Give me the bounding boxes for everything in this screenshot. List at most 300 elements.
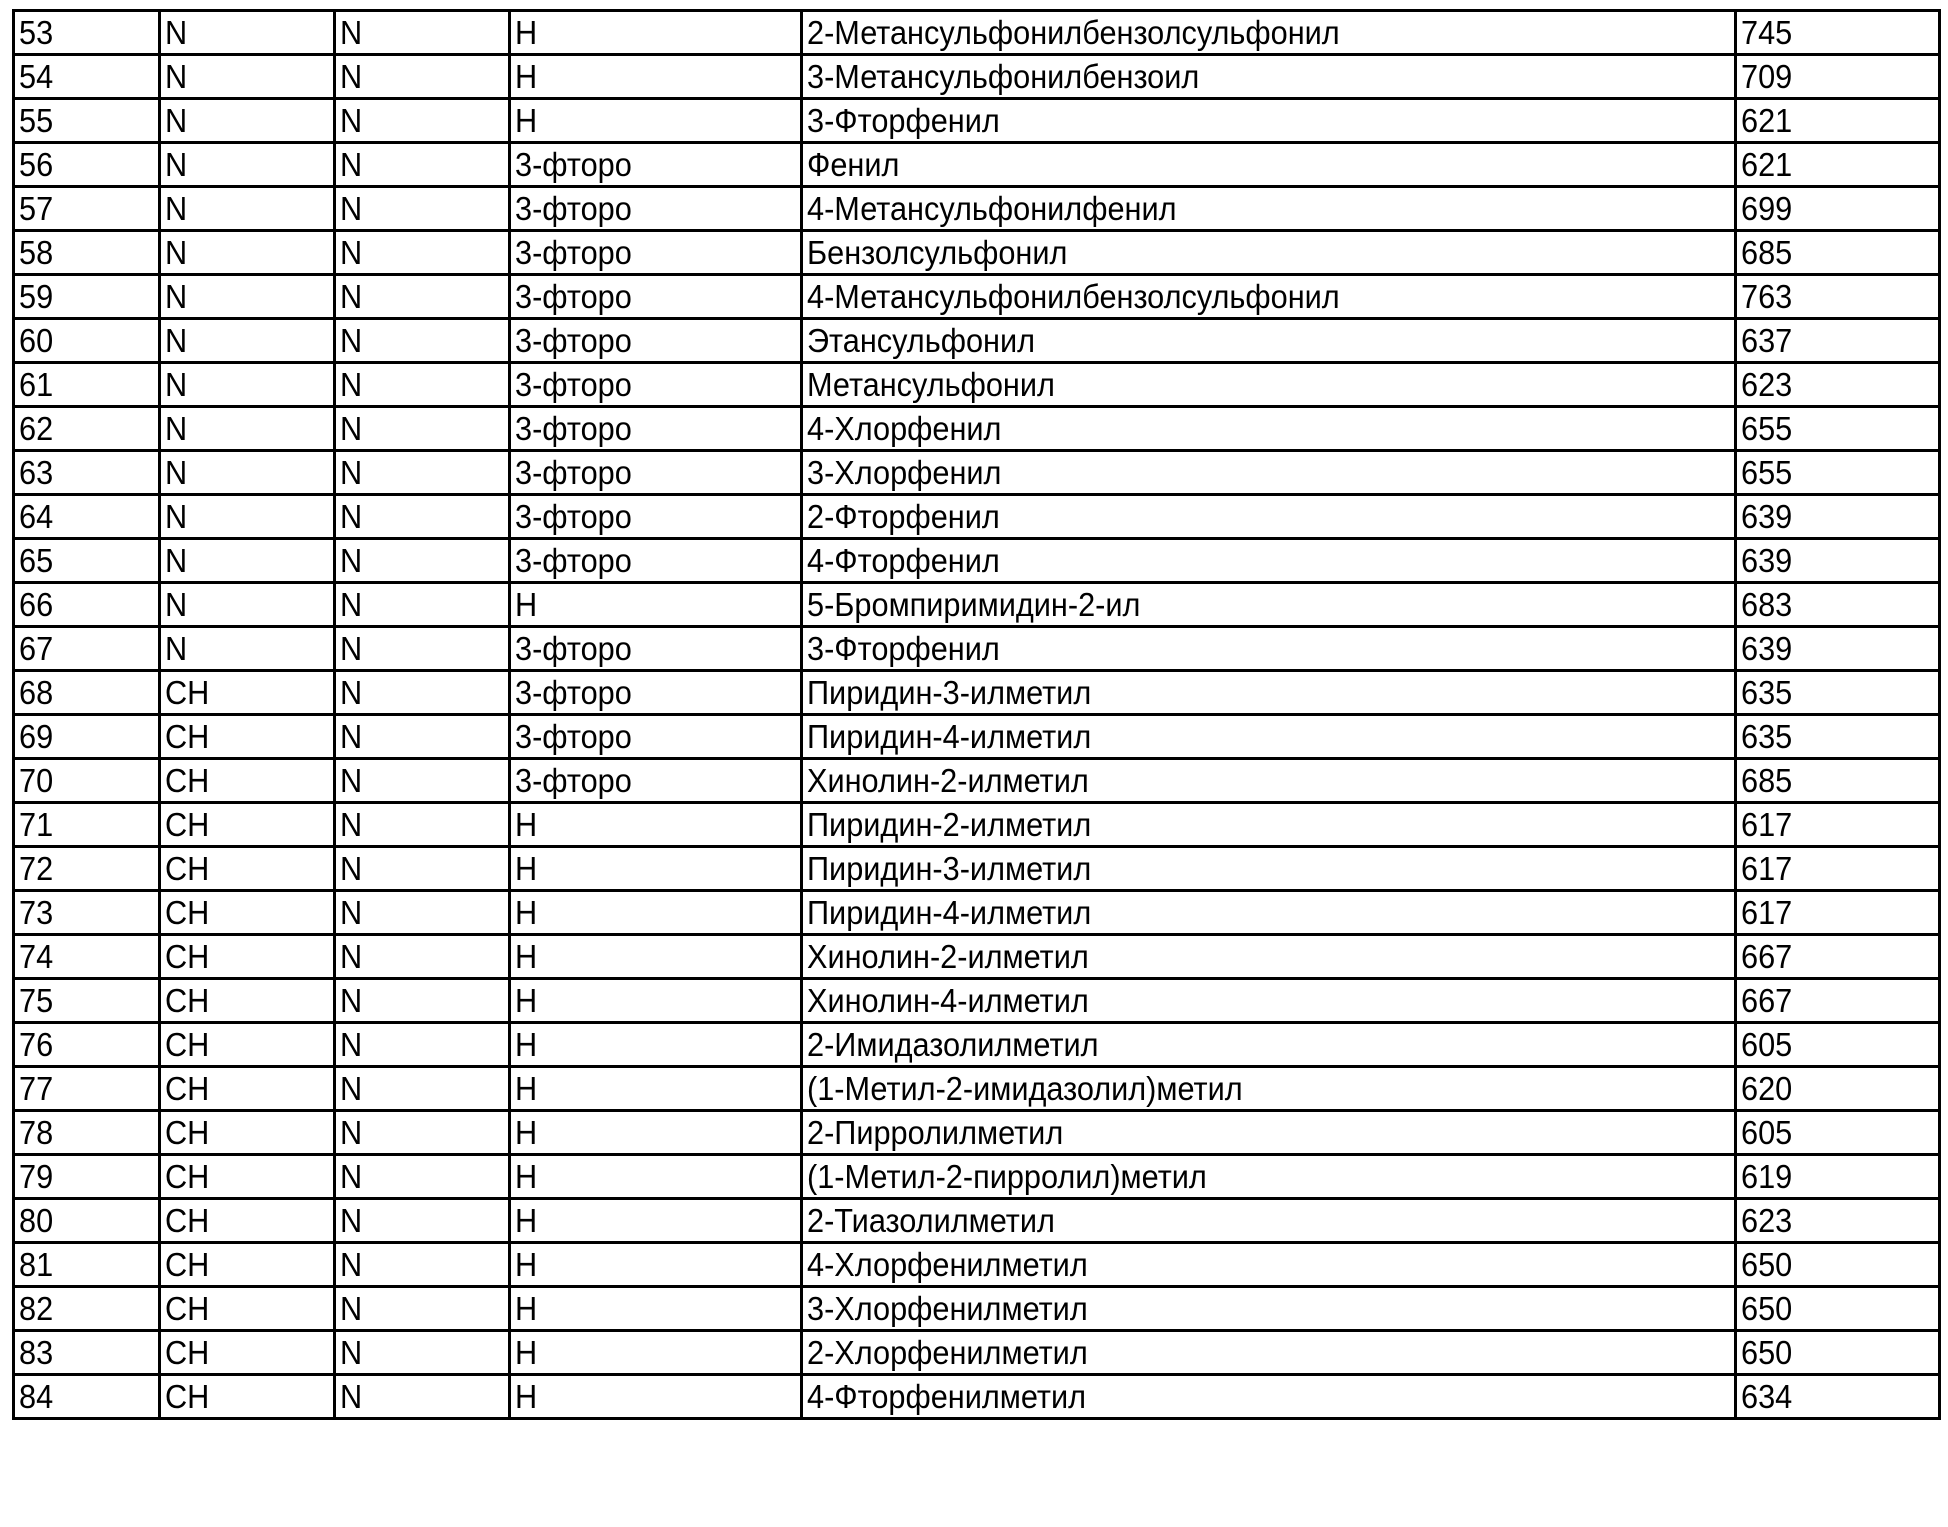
x1-text: CH bbox=[165, 1288, 209, 1329]
mass-value-text: 650 bbox=[1741, 1332, 1792, 1373]
mass-value-text: 650 bbox=[1741, 1244, 1792, 1285]
substituent-r1-cell bbox=[510, 847, 802, 891]
x2-cell bbox=[335, 275, 510, 319]
x1-text: N bbox=[165, 408, 187, 449]
substituent-r2-cell bbox=[802, 451, 1736, 495]
mass-value-text: 639 bbox=[1741, 628, 1792, 669]
compound-number-cell bbox=[14, 99, 160, 143]
x1-cell bbox=[160, 583, 335, 627]
substituent-r1-text: 3-фторо bbox=[515, 672, 632, 713]
mass-value-cell bbox=[1736, 759, 1940, 803]
substituent-r2-text: Пиридин-3-илметил bbox=[807, 848, 1091, 889]
x1-cell bbox=[160, 1111, 335, 1155]
substituent-r2-text: 3-Фторфенил bbox=[807, 100, 1000, 141]
x2-text: N bbox=[340, 1156, 362, 1197]
substituent-r1-cell bbox=[510, 495, 802, 539]
substituent-r2-text: Фенил bbox=[807, 144, 899, 185]
x2-text: N bbox=[340, 1244, 362, 1285]
table-row bbox=[14, 187, 1940, 231]
compound-number-cell bbox=[14, 1111, 160, 1155]
compound-number-cell bbox=[14, 1155, 160, 1199]
substituent-r2-text: Бензолсульфонил bbox=[807, 232, 1067, 273]
x2-cell bbox=[335, 1155, 510, 1199]
table-row bbox=[14, 407, 1940, 451]
compound-number-cell bbox=[14, 759, 160, 803]
table-row bbox=[14, 495, 1940, 539]
x2-cell bbox=[335, 55, 510, 99]
substituent-r2-cell bbox=[802, 979, 1736, 1023]
x1-cell bbox=[160, 803, 335, 847]
x2-text: N bbox=[340, 1112, 362, 1153]
compound-number-text: 70 bbox=[19, 760, 53, 801]
substituent-r2-cell bbox=[802, 1243, 1736, 1287]
x1-cell bbox=[160, 187, 335, 231]
x2-cell bbox=[335, 1199, 510, 1243]
mass-value-text: 667 bbox=[1741, 980, 1792, 1021]
x2-text: N bbox=[340, 584, 362, 625]
x2-cell bbox=[335, 319, 510, 363]
x1-cell bbox=[160, 539, 335, 583]
substituent-r2-cell bbox=[802, 847, 1736, 891]
compound-number-cell bbox=[14, 671, 160, 715]
substituent-r1-text: H bbox=[515, 980, 537, 1021]
compound-number-text: 72 bbox=[19, 848, 53, 889]
x1-text: CH bbox=[165, 848, 209, 889]
x2-cell bbox=[335, 979, 510, 1023]
x2-cell bbox=[335, 803, 510, 847]
substituent-r2-cell bbox=[802, 803, 1736, 847]
x2-cell bbox=[335, 143, 510, 187]
table-row bbox=[14, 935, 1940, 979]
x2-cell bbox=[335, 671, 510, 715]
x1-cell bbox=[160, 891, 335, 935]
x1-text: N bbox=[165, 232, 187, 273]
x1-text: N bbox=[165, 364, 187, 405]
x1-text: CH bbox=[165, 1200, 209, 1241]
substituent-r1-cell bbox=[510, 231, 802, 275]
compound-number-text: 83 bbox=[19, 1332, 53, 1373]
table-row bbox=[14, 803, 1940, 847]
x1-cell bbox=[160, 99, 335, 143]
x1-cell bbox=[160, 143, 335, 187]
compound-number-cell bbox=[14, 1199, 160, 1243]
x1-text: CH bbox=[165, 1332, 209, 1373]
x2-text: N bbox=[340, 980, 362, 1021]
compound-number-text: 57 bbox=[19, 188, 53, 229]
substituent-r1-text: 3-фторо bbox=[515, 364, 632, 405]
x2-cell bbox=[335, 1023, 510, 1067]
x2-text: N bbox=[340, 628, 362, 669]
mass-value-cell bbox=[1736, 847, 1940, 891]
x1-cell bbox=[160, 627, 335, 671]
mass-value-text: 623 bbox=[1741, 1200, 1792, 1241]
x1-cell bbox=[160, 1155, 335, 1199]
mass-value-text: 617 bbox=[1741, 892, 1792, 933]
mass-value-text: 619 bbox=[1741, 1156, 1792, 1197]
x1-text: N bbox=[165, 276, 187, 317]
x1-cell bbox=[160, 1331, 335, 1375]
x2-text: N bbox=[340, 848, 362, 889]
substituent-r1-cell bbox=[510, 1199, 802, 1243]
substituent-r2-cell bbox=[802, 1111, 1736, 1155]
substituent-r2-text: 4-Фторфенил bbox=[807, 540, 1000, 581]
substituent-r2-text: 4-Метансульфонилбензолсульфонил bbox=[807, 276, 1340, 317]
mass-value-cell bbox=[1736, 1155, 1940, 1199]
x1-cell bbox=[160, 11, 335, 55]
substituent-r1-cell bbox=[510, 1331, 802, 1375]
mass-value-text: 699 bbox=[1741, 188, 1792, 229]
x2-cell bbox=[335, 847, 510, 891]
substituent-r1-cell bbox=[510, 1243, 802, 1287]
mass-value-cell bbox=[1736, 1111, 1940, 1155]
x1-cell bbox=[160, 1243, 335, 1287]
mass-value-cell bbox=[1736, 1243, 1940, 1287]
table-row bbox=[14, 143, 1940, 187]
x1-cell bbox=[160, 1023, 335, 1067]
table-row bbox=[14, 583, 1940, 627]
x2-text: N bbox=[340, 1332, 362, 1373]
table-row bbox=[14, 1331, 1940, 1375]
substituent-r1-text: 3-фторо bbox=[515, 540, 632, 581]
x1-cell bbox=[160, 451, 335, 495]
x2-text: N bbox=[340, 232, 362, 273]
x1-text: CH bbox=[165, 936, 209, 977]
mass-value-cell bbox=[1736, 1023, 1940, 1067]
table-row bbox=[14, 759, 1940, 803]
substituent-r2-cell bbox=[802, 11, 1736, 55]
substituent-r2-cell bbox=[802, 495, 1736, 539]
compound-number-cell bbox=[14, 935, 160, 979]
substituent-r2-text: 2-Пирролилметил bbox=[807, 1112, 1063, 1153]
mass-value-cell bbox=[1736, 187, 1940, 231]
substituent-r2-text: 2-Хлорфенилметил bbox=[807, 1332, 1088, 1373]
x1-text: N bbox=[165, 100, 187, 141]
substituent-r2-text: 4-Хлорфенилметил bbox=[807, 1244, 1088, 1285]
substituent-r2-text: Метансульфонил bbox=[807, 364, 1055, 405]
substituent-r1-cell bbox=[510, 1375, 802, 1419]
substituent-r1-text: H bbox=[515, 12, 537, 53]
substituent-r2-text: (1-Метил-2-пирролил)метил bbox=[807, 1156, 1207, 1197]
substituent-r1-text: 3-фторо bbox=[515, 320, 632, 361]
compound-number-text: 61 bbox=[19, 364, 53, 405]
substituent-r1-cell bbox=[510, 275, 802, 319]
substituent-r2-text: 4-Метансульфонилфенил bbox=[807, 188, 1177, 229]
substituent-r2-cell bbox=[802, 1375, 1736, 1419]
x2-text: N bbox=[340, 364, 362, 405]
table-row bbox=[14, 1155, 1940, 1199]
compound-number-cell bbox=[14, 1023, 160, 1067]
mass-value-text: 605 bbox=[1741, 1024, 1792, 1065]
compound-number-cell bbox=[14, 407, 160, 451]
x1-text: N bbox=[165, 12, 187, 53]
table-row bbox=[14, 275, 1940, 319]
substituent-r2-text: Хинолин-2-илметил bbox=[807, 760, 1089, 801]
compound-number-cell bbox=[14, 231, 160, 275]
compound-number-cell bbox=[14, 275, 160, 319]
x2-text: N bbox=[340, 452, 362, 493]
mass-value-cell bbox=[1736, 143, 1940, 187]
table-row bbox=[14, 1243, 1940, 1287]
mass-value-text: 667 bbox=[1741, 936, 1792, 977]
mass-value-cell bbox=[1736, 891, 1940, 935]
x2-text: N bbox=[340, 408, 362, 449]
table-row bbox=[14, 99, 1940, 143]
x2-cell bbox=[335, 1243, 510, 1287]
compound-number-cell bbox=[14, 1067, 160, 1111]
compound-number-text: 64 bbox=[19, 496, 53, 537]
x1-cell bbox=[160, 319, 335, 363]
substituent-r1-cell bbox=[510, 11, 802, 55]
compound-number-text: 62 bbox=[19, 408, 53, 449]
mass-value-cell bbox=[1736, 275, 1940, 319]
compound-number-text: 55 bbox=[19, 100, 53, 141]
mass-value-text: 655 bbox=[1741, 408, 1792, 449]
compound-number-text: 75 bbox=[19, 980, 53, 1021]
substituent-r1-cell bbox=[510, 55, 802, 99]
x2-text: N bbox=[340, 1068, 362, 1109]
compound-number-text: 79 bbox=[19, 1156, 53, 1197]
x1-text: CH bbox=[165, 1156, 209, 1197]
mass-value-text: 685 bbox=[1741, 760, 1792, 801]
mass-value-cell bbox=[1736, 935, 1940, 979]
substituent-r2-text: 3-Фторфенил bbox=[807, 628, 1000, 669]
table-row bbox=[14, 319, 1940, 363]
x2-cell bbox=[335, 759, 510, 803]
compound-number-cell bbox=[14, 1243, 160, 1287]
substituent-r2-cell bbox=[802, 319, 1736, 363]
x1-cell bbox=[160, 231, 335, 275]
x2-text: N bbox=[340, 716, 362, 757]
substituent-r2-cell bbox=[802, 1287, 1736, 1331]
x2-text: N bbox=[340, 276, 362, 317]
table-row bbox=[14, 363, 1940, 407]
mass-value-text: 635 bbox=[1741, 716, 1792, 757]
substituent-r1-text: H bbox=[515, 936, 537, 977]
mass-value-text: 605 bbox=[1741, 1112, 1792, 1153]
substituent-r1-cell bbox=[510, 979, 802, 1023]
x2-text: N bbox=[340, 100, 362, 141]
x2-cell bbox=[335, 451, 510, 495]
substituent-r2-cell bbox=[802, 143, 1736, 187]
mass-value-text: 621 bbox=[1741, 100, 1792, 141]
x2-cell bbox=[335, 495, 510, 539]
mass-value-text: 623 bbox=[1741, 364, 1792, 405]
x1-text: CH bbox=[165, 1112, 209, 1153]
x1-cell bbox=[160, 759, 335, 803]
x2-text: N bbox=[340, 1376, 362, 1417]
x2-cell bbox=[335, 715, 510, 759]
x2-cell bbox=[335, 1331, 510, 1375]
table-row bbox=[14, 627, 1940, 671]
x2-cell bbox=[335, 539, 510, 583]
mass-value-cell bbox=[1736, 319, 1940, 363]
x2-cell bbox=[335, 1067, 510, 1111]
mass-value-text: 621 bbox=[1741, 144, 1792, 185]
substituent-r2-text: Пиридин-3-илметил bbox=[807, 672, 1091, 713]
x2-cell bbox=[335, 99, 510, 143]
mass-value-text: 637 bbox=[1741, 320, 1792, 361]
x1-cell bbox=[160, 275, 335, 319]
table-row bbox=[14, 979, 1940, 1023]
substituent-r2-text: 4-Хлорфенил bbox=[807, 408, 1001, 449]
substituent-r1-text: H bbox=[515, 848, 537, 889]
table-row bbox=[14, 1067, 1940, 1111]
substituent-r1-text: 3-фторо bbox=[515, 232, 632, 273]
mass-value-cell bbox=[1736, 55, 1940, 99]
substituent-r1-text: H bbox=[515, 1376, 537, 1417]
compound-number-text: 84 bbox=[19, 1376, 53, 1417]
compound-number-text: 53 bbox=[19, 12, 53, 53]
substituent-r1-cell bbox=[510, 1067, 802, 1111]
table-row bbox=[14, 891, 1940, 935]
substituent-r1-cell bbox=[510, 407, 802, 451]
substituent-r2-cell bbox=[802, 759, 1736, 803]
substituent-r2-text: 4-Фторфенилметил bbox=[807, 1376, 1086, 1417]
x1-text: N bbox=[165, 628, 187, 669]
x2-cell bbox=[335, 407, 510, 451]
substituent-r1-text: H bbox=[515, 100, 537, 141]
compound-number-text: 76 bbox=[19, 1024, 53, 1065]
x1-text: N bbox=[165, 56, 187, 97]
x2-cell bbox=[335, 1111, 510, 1155]
compound-number-cell bbox=[14, 187, 160, 231]
table-row bbox=[14, 1111, 1940, 1155]
substituent-r1-cell bbox=[510, 759, 802, 803]
substituent-r1-text: 3-фторо bbox=[515, 188, 632, 229]
substituent-r1-text: H bbox=[515, 56, 537, 97]
substituent-r1-cell bbox=[510, 1287, 802, 1331]
x2-text: N bbox=[340, 760, 362, 801]
x1-text: CH bbox=[165, 892, 209, 933]
x2-text: N bbox=[340, 12, 362, 53]
substituent-r1-text: H bbox=[515, 1332, 537, 1373]
substituent-r2-cell bbox=[802, 715, 1736, 759]
mass-value-text: 685 bbox=[1741, 232, 1792, 273]
x1-cell bbox=[160, 1199, 335, 1243]
mass-value-text: 639 bbox=[1741, 540, 1792, 581]
substituent-r1-cell bbox=[510, 935, 802, 979]
compound-number-text: 80 bbox=[19, 1200, 53, 1241]
mass-value-text: 617 bbox=[1741, 804, 1792, 845]
x2-text: N bbox=[340, 936, 362, 977]
x1-text: CH bbox=[165, 1376, 209, 1417]
mass-value-cell bbox=[1736, 803, 1940, 847]
substituent-r2-cell bbox=[802, 275, 1736, 319]
compound-number-cell bbox=[14, 715, 160, 759]
x2-text: N bbox=[340, 56, 362, 97]
substituent-r2-text: 3-Метансульфонилбензоил bbox=[807, 56, 1199, 97]
substituent-r1-text: H bbox=[515, 1068, 537, 1109]
table-row bbox=[14, 11, 1940, 55]
substituent-r1-cell bbox=[510, 319, 802, 363]
substituent-r1-text: 3-фторо bbox=[515, 760, 632, 801]
x1-cell bbox=[160, 55, 335, 99]
substituent-r1-cell bbox=[510, 99, 802, 143]
x1-text: CH bbox=[165, 804, 209, 845]
x2-cell bbox=[335, 891, 510, 935]
x2-text: N bbox=[340, 496, 362, 537]
substituent-r1-text: H bbox=[515, 1112, 537, 1153]
mass-value-text: 639 bbox=[1741, 496, 1792, 537]
substituent-r2-text: 2-Метансульфонилбензолсульфонил bbox=[807, 12, 1340, 53]
x1-text: CH bbox=[165, 1244, 209, 1285]
table-row bbox=[14, 1287, 1940, 1331]
substituent-r1-cell bbox=[510, 891, 802, 935]
substituent-r2-cell bbox=[802, 187, 1736, 231]
x2-cell bbox=[335, 583, 510, 627]
x1-cell bbox=[160, 979, 335, 1023]
mass-value-cell bbox=[1736, 451, 1940, 495]
substituent-r2-cell bbox=[802, 1199, 1736, 1243]
substituent-r2-text: 2-Фторфенил bbox=[807, 496, 1000, 537]
substituent-r1-cell bbox=[510, 1111, 802, 1155]
x2-cell bbox=[335, 627, 510, 671]
mass-value-cell bbox=[1736, 363, 1940, 407]
substituent-r2-cell bbox=[802, 539, 1736, 583]
substituent-r1-cell bbox=[510, 143, 802, 187]
substituent-r1-cell bbox=[510, 539, 802, 583]
substituent-r2-cell bbox=[802, 99, 1736, 143]
mass-value-text: 655 bbox=[1741, 452, 1792, 493]
mass-value-text: 683 bbox=[1741, 584, 1792, 625]
x1-text: CH bbox=[165, 760, 209, 801]
x2-text: N bbox=[340, 1288, 362, 1329]
compound-number-cell bbox=[14, 143, 160, 187]
substituent-r1-cell bbox=[510, 363, 802, 407]
mass-value-cell bbox=[1736, 979, 1940, 1023]
mass-value-cell bbox=[1736, 1287, 1940, 1331]
compound-number-text: 67 bbox=[19, 628, 53, 669]
compound-number-cell bbox=[14, 55, 160, 99]
compound-number-cell bbox=[14, 11, 160, 55]
x1-cell bbox=[160, 363, 335, 407]
mass-value-cell bbox=[1736, 715, 1940, 759]
substituent-r2-cell bbox=[802, 231, 1736, 275]
table-row bbox=[14, 231, 1940, 275]
table-row bbox=[14, 847, 1940, 891]
table-row bbox=[14, 451, 1940, 495]
substituent-r2-cell bbox=[802, 1023, 1736, 1067]
mass-value-text: 617 bbox=[1741, 848, 1792, 889]
compound-number-cell bbox=[14, 979, 160, 1023]
substituent-r1-text: 3-фторо bbox=[515, 628, 632, 669]
x2-text: N bbox=[340, 144, 362, 185]
x2-text: N bbox=[340, 188, 362, 229]
x1-text: N bbox=[165, 188, 187, 229]
substituent-r2-text: (1-Метил-2-имидазолил)метил bbox=[807, 1068, 1243, 1109]
compound-number-text: 68 bbox=[19, 672, 53, 713]
x1-text: N bbox=[165, 584, 187, 625]
substituent-r2-cell bbox=[802, 1155, 1736, 1199]
mass-value-cell bbox=[1736, 1199, 1940, 1243]
compound-number-cell bbox=[14, 451, 160, 495]
x2-cell bbox=[335, 231, 510, 275]
compound-number-text: 82 bbox=[19, 1288, 53, 1329]
mass-value-text: 709 bbox=[1741, 56, 1792, 97]
mass-value-text: 745 bbox=[1741, 12, 1792, 53]
substituent-r1-text: 3-фторо bbox=[515, 452, 632, 493]
mass-value-cell bbox=[1736, 539, 1940, 583]
compound-number-cell bbox=[14, 1331, 160, 1375]
substituent-r1-cell bbox=[510, 715, 802, 759]
x1-cell bbox=[160, 1287, 335, 1331]
compound-table-body bbox=[14, 11, 1940, 1419]
substituent-r2-cell bbox=[802, 1331, 1736, 1375]
substituent-r1-text: H bbox=[515, 1024, 537, 1065]
x1-text: N bbox=[165, 540, 187, 581]
substituent-r2-text: Пиридин-4-илметил bbox=[807, 892, 1091, 933]
table-row bbox=[14, 1199, 1940, 1243]
